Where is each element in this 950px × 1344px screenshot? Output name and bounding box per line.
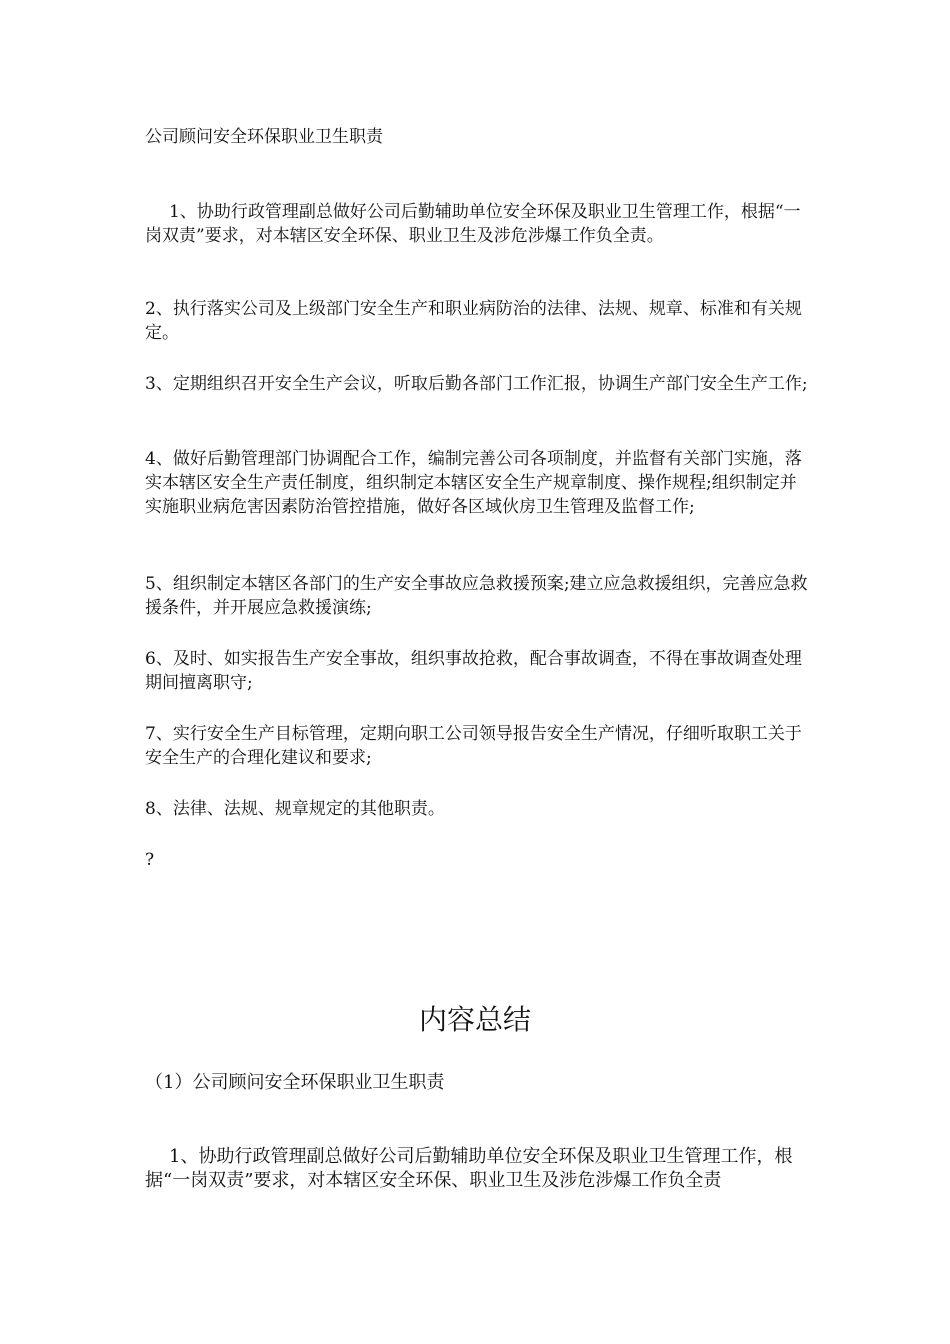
duty-item-2: 2、执行落实公司及上级部门安全生产和职业病防治的法律、法规、规章、标准和有关规定。 xyxy=(145,299,802,343)
trailing-mark: ? xyxy=(145,850,155,870)
document-title: 公司顾问安全环保职业卫生职责 xyxy=(145,127,383,147)
duty-item-5: 5、组织制定本辖区各部门的生产安全事故应急救援预案;建立应急救援组织，完善应急救援条件，并开展应急救援演练; xyxy=(145,574,808,618)
duty-item-3: 3、定期组织召开安全生产会议，听取后勤各部门工作汇报，协调生产部门安全生产工作; xyxy=(145,374,808,394)
duty-item-4: 4、做好后勤管理部门协调配合工作，编制完善公司各项制度，并监督有关部门实施，落实本辖区安全生产责任制度，组织制定本辖区安全生产规章制度、操作规程;组织制定并实施职业病危害因素防治管控措施，做好各区域伙房卫生管理及监督工作; xyxy=(145,449,802,517)
duty-item-1: 1、协助行政管理副总做好公司后勤辅助单位安全环保及职业卫生管理工作，根据“一岗双责”要求，对本辖区安全环保、职业卫生及涉危涉爆工作负全责。 xyxy=(145,202,801,246)
summary-subheading: （1）公司顾问安全环保职业卫生职责 xyxy=(145,1072,445,1093)
summary-heading: 内容总结 xyxy=(418,1003,531,1036)
duty-item-7: 7、实行安全生产目标管理，定期向职工公司领导报告安全生产情况，仔细听取职工关于安全生产的合理化建议和要求; xyxy=(145,724,802,768)
duty-item-6: 6、及时、如实报告生产安全事故，组织事故抢救，配合事故调查，不得在事故调查处理期间擅离职守; xyxy=(145,649,802,693)
summary-paragraph: 1、协助行政管理副总做好公司后勤辅助单位安全环保及职业卫生管理工作，根据“一岗双责”要求，对本辖区安全环保、职业卫生及涉危涉爆工作负全责 xyxy=(145,1146,793,1191)
duty-item-8: 8、法律、法规、规章规定的其他职责。 xyxy=(145,799,445,819)
